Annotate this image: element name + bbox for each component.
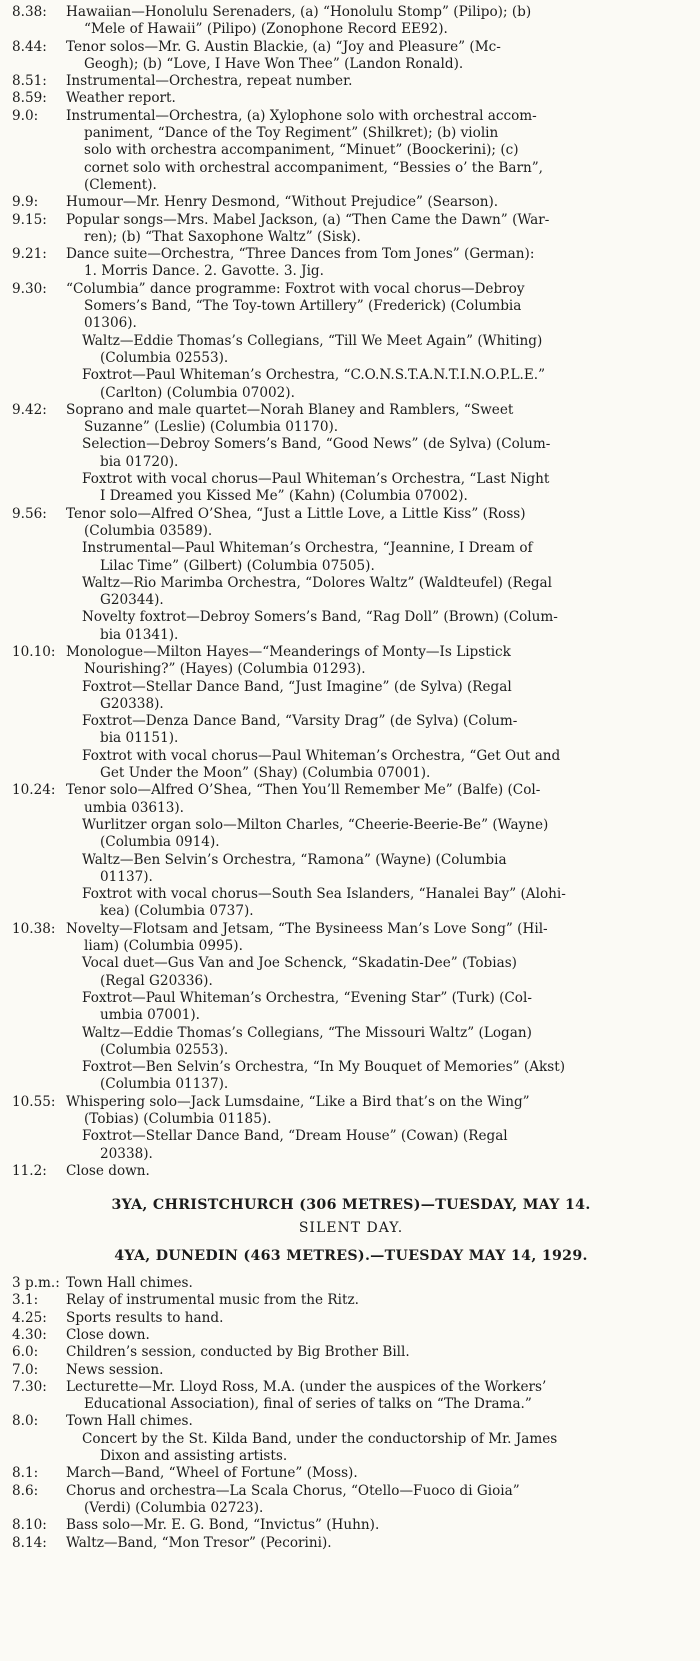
entry-text xyxy=(66,194,690,211)
schedule-entry xyxy=(12,1310,690,1327)
entry-line: Dance suite—Orchestra, “Three Dances from Tom Jones” (German): xyxy=(66,246,535,263)
sub-item-line: 01137). xyxy=(100,868,153,885)
entry-line: (Verdi) (Columbia 02723). xyxy=(84,1499,264,1516)
schedule-entry xyxy=(12,73,690,90)
entry-line: paniment, “Dance of the Toy Regiment” (Shilkret); (b) violin xyxy=(84,125,499,142)
entry-text xyxy=(66,1535,690,1552)
sub-item-line: Waltz—Eddie Thomas’s Collegians, “Till We Meet Again” (Whiting) xyxy=(82,332,543,349)
sub-item-line: (Columbia 02553). xyxy=(100,349,229,366)
sub-item-line: Foxtrot—Paul Whiteman’s Orchestra, “Evening Star” (Turk) (Col- xyxy=(82,989,532,1006)
entry-time: 4.25: xyxy=(12,1309,47,1326)
sub-item-line: umbia 07001). xyxy=(100,1007,200,1024)
entry-line: Relay of instrumental music from the Ritz. xyxy=(66,1292,359,1309)
entry-line: Town Hall chimes. xyxy=(66,1413,193,1430)
sub-item-line: Foxtrot—Denza Dance Band, “Varsity Drag” (de Sylva) (Colum- xyxy=(82,713,518,730)
sub-item-line: bia 01341). xyxy=(100,626,179,643)
entry-time: 8.59: xyxy=(12,90,47,107)
sub-item xyxy=(66,436,690,471)
entry-line: 01306). xyxy=(84,315,137,332)
sub-item xyxy=(66,333,690,368)
entry-line: Lecturette—Mr. Lloyd Ross, M.A. (under the auspices of the Workers’ xyxy=(66,1378,547,1395)
sub-item-line: Instrumental—Paul Whiteman’s Orchestra, “Jeannine, I Dream of xyxy=(82,540,533,557)
sub-item-line: Get Under the Moon” (Shay) (Columbia 07001). xyxy=(100,765,431,782)
entry-text xyxy=(66,246,690,281)
sub-item xyxy=(66,990,690,1025)
schedule-entry xyxy=(12,1163,690,1180)
schedule-entry xyxy=(12,212,690,247)
entry-line: (Clement). xyxy=(84,176,157,193)
entry-time: 10.38: xyxy=(12,920,56,937)
entry-line: liam) (Columbia 0995). xyxy=(84,938,243,955)
entry-line: Hawaiian—Honolulu Serenaders, (a) “Honolulu Stomp” (Pilipo); (b) xyxy=(66,4,532,20)
entry-text xyxy=(66,402,690,437)
entry-time: 10.24: xyxy=(12,782,56,799)
entry-line: Novelty—Flotsam and Jetsam, “The Bysineess Man’s Love Song” (Hil- xyxy=(66,920,548,937)
entry-time: 9.30: xyxy=(12,280,47,297)
sub-item-line: Foxtrot with vocal chorus—South Sea Islanders, “Hanalei Bay” (Alohi- xyxy=(82,886,566,903)
entry-line: News session. xyxy=(66,1361,164,1378)
schedule-entry xyxy=(12,1327,690,1344)
entry-text xyxy=(66,1292,690,1309)
sub-item xyxy=(66,471,690,506)
entry-line: Tenor solo—Alfred O’Shea, “Just a Little Love, a Little Kiss” (Ross) xyxy=(66,505,526,522)
sub-item xyxy=(66,609,690,644)
entry-time: 8.38: xyxy=(12,4,47,20)
sub-item-line: Vocal duet—Gus Van and Joe Schenck, “Skadatin-Dee” (Tobias) xyxy=(82,955,517,972)
entry-time: 9.56: xyxy=(12,505,47,522)
sub-item xyxy=(66,367,690,402)
entry-line: Humour—Mr. Henry Desmond, “Without Prejudice” (Searson). xyxy=(66,194,499,211)
entry-line: umbia 03613). xyxy=(84,799,184,816)
sub-item-line: (Regal G20336). xyxy=(100,972,213,989)
schedule-entry xyxy=(12,1275,690,1292)
sub-item-line: Novelty foxtrot—Debroy Somers’s Band, “Rag Doll” (Brown) (Colum- xyxy=(82,609,558,626)
sub-item xyxy=(66,748,690,783)
sub-item-line: 20338). xyxy=(100,1145,153,1162)
entry-time: 11.2: xyxy=(12,1162,47,1179)
entry-line: (Columbia 03589). xyxy=(84,522,213,539)
entry-line: Soprano and male quartet—Norah Blaney and Ramblers, “Sweet xyxy=(66,401,514,418)
entry-line: solo with orchestra accompaniment, “Minuet” (Boockerini); (c) xyxy=(84,142,519,159)
schedule-entry xyxy=(12,1379,690,1414)
heading-4ya-dunedin: 4YA, DUNEDIN (463 METRES).—TUESDAY MAY 14, 1929. xyxy=(114,1247,588,1264)
silent-day-notice: SILENT DAY. xyxy=(298,1220,404,1237)
entry-time: 3 p.m.: xyxy=(12,1275,60,1292)
entry-time: 8.10: xyxy=(12,1517,47,1534)
entry-line: ren); (b) “That Saxophone Waltz” (Sisk). xyxy=(84,228,361,245)
entry-time: 8.44: xyxy=(12,38,47,55)
sub-item xyxy=(66,886,690,921)
entry-text xyxy=(66,4,690,39)
schedule-entry xyxy=(12,402,690,506)
entry-line: Monologue—Milton Hayes—“Meanderings of Monty—Is Lipstick xyxy=(66,643,511,660)
sub-item-line: (Columbia 01137). xyxy=(100,1076,229,1093)
entry-text xyxy=(66,1465,690,1482)
schedule-entry xyxy=(12,1362,690,1379)
entry-line: Nourishing?” (Hayes) (Columbia 01293). xyxy=(84,661,366,678)
sub-item-line: Dixon and assisting artists. xyxy=(100,1448,288,1465)
sub-item-line: Foxtrot—Paul Whiteman’s Orchestra, “C.O.N.S.T.A.N.T.I.N.O.P.L.E.” xyxy=(82,367,546,384)
entry-line: (Tobias) (Columbia 01185). xyxy=(84,1111,272,1127)
sub-item-line: Foxtrot with vocal chorus—Paul Whiteman’s Orchestra, “Last Night xyxy=(82,471,550,488)
schedule-entry xyxy=(12,1517,690,1534)
sub-item-line: Selection—Debroy Somers’s Band, “Good News” (de Sylva) (Colum- xyxy=(82,436,551,453)
entry-line: “Columbia” dance programme: Foxtrot with vocal chorus—Debroy xyxy=(66,280,525,297)
schedule-entry xyxy=(12,39,690,74)
schedule-entry xyxy=(12,1483,690,1518)
entry-text xyxy=(66,1344,690,1361)
sub-item xyxy=(66,679,690,714)
entry-time: 9.21: xyxy=(12,246,47,263)
schedule-entry xyxy=(12,921,690,1094)
entry-line: Town Hall chimes. xyxy=(66,1275,193,1292)
entry-line: Instrumental—Orchestra, (a) Xylophone solo with orchestral accom- xyxy=(66,107,537,124)
sub-item-line: bia 01151). xyxy=(100,730,179,747)
sub-item-line: Waltz—Rio Marimba Orchestra, “Dolores Waltz” (Waldteufel) (Regal xyxy=(82,574,553,591)
schedule-entry xyxy=(12,246,690,281)
entry-text xyxy=(66,1379,690,1414)
entry-line: Suzanne” (Leslie) (Columbia 01170). xyxy=(84,419,339,436)
sub-item xyxy=(66,1431,690,1466)
schedule-entry xyxy=(12,1344,690,1361)
entry-line: Popular songs—Mrs. Mabel Jackson, (a) “Then Came the Dawn” (War- xyxy=(66,211,550,228)
sub-item-line: (Columbia 0914). xyxy=(100,834,220,851)
sub-item xyxy=(66,713,690,748)
entry-line: Sports results to hand. xyxy=(66,1309,224,1326)
sub-item-line: Waltz—Eddie Thomas’s Collegians, “The Missouri Waltz” (Logan) xyxy=(82,1024,532,1041)
sub-item-line: Concert by the St. Kilda Band, under the conductorship of Mr. James xyxy=(82,1430,558,1447)
sub-item-line: Foxtrot—Stellar Dance Band, “Just Imagine” (de Sylva) (Regal xyxy=(82,678,512,695)
sub-item-line: Wurlitzer organ solo—Milton Charles, “Cheerie-Beerie-Be” (Wayne) xyxy=(82,816,549,833)
entry-text xyxy=(66,90,690,107)
entry-line: Children’s session, conducted by Big Brother Bill. xyxy=(66,1344,410,1361)
sub-item xyxy=(66,817,690,852)
entry-text xyxy=(66,108,690,194)
entry-time: 3.1: xyxy=(12,1292,39,1309)
entry-time: 7.0: xyxy=(12,1361,39,1378)
schedule-entry xyxy=(12,4,690,39)
sub-item xyxy=(66,1059,690,1094)
entry-line: March—Band, “Wheel of Fortune” (Moss). xyxy=(66,1465,358,1482)
heading-3ya-christchurch: 3YA, CHRISTCHURCH (306 METRES)—TUESDAY, MAY 14. xyxy=(111,1197,591,1214)
entry-text xyxy=(66,782,690,817)
entry-time: 8.14: xyxy=(12,1534,47,1551)
sub-item-line: Waltz—Ben Selvin’s Orchestra, “Ramona” (Wayne) (Columbia xyxy=(82,851,507,868)
entry-line: cornet solo with orchestral accompaniment, “Bessies o’ the Barn”, xyxy=(84,159,543,176)
schedule-entry xyxy=(12,1413,690,1465)
schedule-entry xyxy=(12,194,690,211)
schedule-entry xyxy=(12,782,690,920)
schedule-entry xyxy=(12,281,690,402)
entry-text xyxy=(66,1275,690,1292)
sub-item xyxy=(66,540,690,575)
entry-line: “Mele of Hawaii” (Pilipo) (Zonophone Record EE92). xyxy=(84,21,448,38)
entry-line: Waltz—Band, “Mon Tresor” (Pecorini). xyxy=(66,1534,332,1551)
entry-text xyxy=(66,1517,690,1534)
programme-2ya-evening xyxy=(12,4,690,1180)
schedule-entry xyxy=(12,644,690,782)
entry-line: Tenor solos—Mr. G. Austin Blackie, (a) “Joy and Pleasure” (Mc- xyxy=(66,38,501,55)
schedule-entry xyxy=(12,1094,690,1163)
sub-item-line: Foxtrot with vocal chorus—Paul Whiteman’s Orchestra, “Get Out and xyxy=(82,747,561,764)
entry-time: 9.0: xyxy=(12,107,39,124)
entry-time: 8.6: xyxy=(12,1482,39,1499)
sub-item-line: (Columbia 02553). xyxy=(100,1041,229,1058)
entry-text xyxy=(66,644,690,679)
entry-text xyxy=(66,212,690,247)
sub-item-line: Foxtrot—Ben Selvin’s Orchestra, “In My Bouquet of Memories” (Akst) xyxy=(82,1059,566,1076)
schedule-entry xyxy=(12,1465,690,1482)
entry-text xyxy=(66,39,690,74)
sub-item xyxy=(66,852,690,887)
entry-line: Close down. xyxy=(66,1326,150,1343)
entry-text xyxy=(66,506,690,541)
entry-text xyxy=(66,1483,690,1518)
entry-line: Instrumental—Orchestra, repeat number. xyxy=(66,73,353,90)
schedule-entry xyxy=(12,1535,690,1552)
schedule-entry xyxy=(12,1292,690,1309)
entry-line: Weather report. xyxy=(66,90,176,107)
sub-item-line: G20338). xyxy=(100,695,164,712)
sub-item-line: bia 01720). xyxy=(100,453,179,470)
sub-item xyxy=(66,955,690,990)
schedule-entry xyxy=(12,90,690,107)
sub-item-line: G20344). xyxy=(100,592,164,609)
entry-line: Bass solo—Mr. E. G. Bond, “Invictus” (Huhn). xyxy=(66,1517,380,1534)
entry-line: Chorus and orchestra—La Scala Chorus, “Otello—Fuoco di Gioia” xyxy=(66,1482,520,1499)
schedule-entry xyxy=(12,506,690,644)
programme-4ya-dunedin xyxy=(12,1275,690,1552)
entry-line: Tenor solo—Alfred O’Shea, “Then You’ll Remember Me” (Balfe) (Col- xyxy=(66,782,541,799)
sub-item-line: Lilac Time” (Gilbert) (Columbia 07505). xyxy=(100,557,375,574)
entry-time: 9.42: xyxy=(12,401,47,418)
entry-time: 8.0: xyxy=(12,1413,39,1430)
entry-text xyxy=(66,1094,690,1129)
entry-time: 9.15: xyxy=(12,211,47,228)
entry-time: 8.1: xyxy=(12,1465,39,1482)
entry-time: 10.10: xyxy=(12,643,56,660)
entry-text xyxy=(66,1413,690,1430)
entry-text xyxy=(66,1310,690,1327)
entry-line: Close down. xyxy=(66,1162,150,1179)
entry-text xyxy=(66,921,690,956)
entry-time: 8.51: xyxy=(12,73,47,90)
entry-line: Geogh); (b) “Love, I Have Won Thee” (Landon Ronald). xyxy=(84,55,464,72)
sub-item xyxy=(66,1128,690,1163)
sub-item-line: I Dreamed you Kissed Me” (Kahn) (Columbia 07002). xyxy=(100,488,468,505)
entry-text xyxy=(66,1163,690,1180)
entry-line: Educational Association), final of series of talks on “The Drama.” xyxy=(84,1396,532,1413)
sub-item-line: Foxtrot—Stellar Dance Band, “Dream House” (Cowan) (Regal xyxy=(82,1128,508,1145)
entry-line: Somers’s Band, “The Toy-town Artillery” (Frederick) (Columbia xyxy=(84,298,522,315)
schedule-entry xyxy=(12,108,690,194)
entry-line: 1. Morris Dance. 2. Gavotte. 3. Jig. xyxy=(84,263,324,280)
sub-item xyxy=(66,575,690,610)
sub-item xyxy=(66,1025,690,1060)
entry-text xyxy=(66,73,690,90)
entry-time: 10.55: xyxy=(12,1093,56,1110)
entry-text xyxy=(66,1327,690,1344)
sub-item-line: kea) (Columbia 0737). xyxy=(100,903,254,920)
entry-time: 4.30: xyxy=(12,1326,47,1343)
entry-time: 9.9: xyxy=(12,194,39,211)
entry-text xyxy=(66,1362,690,1379)
entry-time: 6.0: xyxy=(12,1344,39,1361)
sub-item-line: (Carlton) (Columbia 07002). xyxy=(100,384,295,401)
entry-text xyxy=(66,281,690,333)
entry-line: Whispering solo—Jack Lumsdaine, “Like a Bird that’s on the Wing” xyxy=(66,1093,530,1110)
entry-time: 7.30: xyxy=(12,1378,47,1395)
